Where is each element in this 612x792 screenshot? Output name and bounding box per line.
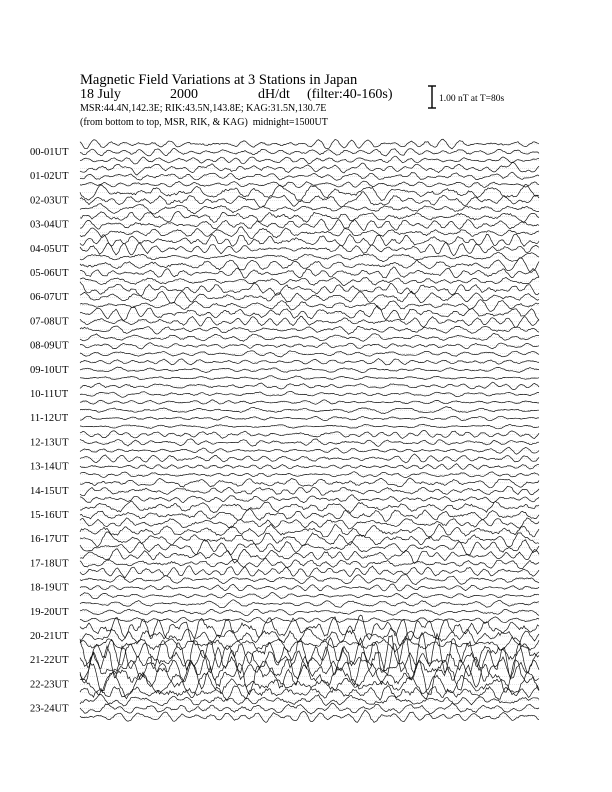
hour-label: 06-07UT [30, 292, 69, 304]
traces [80, 139, 539, 722]
hour-label: 18-19UT [30, 582, 69, 594]
hour-label: 03-04UT [30, 219, 69, 231]
trace-rik [80, 609, 539, 615]
trace-msr [80, 376, 539, 380]
trace-rik [80, 267, 539, 278]
filter-label: (filter:40-160s) [307, 87, 393, 102]
hour-label: 19-20UT [30, 606, 69, 618]
order-note: (from bottom to top, MSR, RIK, & KAG) [80, 117, 248, 128]
hour-label: 11-12UT [30, 413, 69, 425]
trace-msr [80, 686, 539, 701]
date-label: 18 July [80, 87, 121, 102]
hour-label: 22-23UT [30, 679, 69, 691]
hour-label: 17-18UT [30, 558, 69, 570]
hour-label: 16-17UT [30, 534, 69, 546]
hour-label: 09-10UT [30, 364, 69, 376]
quantity-label: dH/dt [258, 87, 290, 102]
trace-kag [80, 234, 539, 246]
trace-kag [80, 660, 539, 695]
hour-label: 07-08UT [30, 316, 69, 328]
hour-label: 12-13UT [30, 437, 69, 449]
hour-label: 00-01UT [30, 147, 69, 158]
station-coordinates: MSR:44.4N,142.3E; RIK:43.5N,143.8E; KAG:31.5N,130.7E [80, 103, 327, 114]
trace-kag [80, 615, 539, 641]
trace-kag [80, 333, 539, 341]
scale-bar-label: 1.00 nT at T=80s [439, 94, 505, 104]
hour-label: 15-16UT [30, 510, 69, 521]
trace-msr [80, 637, 539, 652]
hour-labels [30, 147, 69, 715]
year-label: 2000 [170, 87, 198, 102]
midnight-note: midnight=1500UT [252, 117, 328, 128]
hour-label: 02-03UT [30, 195, 69, 207]
hour-label: 13-14UT [30, 461, 69, 473]
chart-title: Magnetic Field Variations at 3 Stations in Japan [80, 72, 358, 88]
hour-label: 04-05UT [30, 243, 69, 255]
hour-label: 01-02UT [30, 171, 69, 183]
trace-msr [80, 710, 539, 723]
hour-label: 05-06UT [30, 268, 69, 279]
trace-kag [80, 163, 539, 176]
trace-rik [80, 192, 539, 208]
hour-label: 21-22UT [30, 655, 69, 667]
trace-kag [80, 633, 539, 673]
hour-label: 10-11UT [30, 389, 69, 400]
hour-label: 08-09UT [30, 340, 69, 352]
trace-msr [80, 326, 539, 334]
gridlines [80, 144, 540, 717]
hour-label: 20-21UT [30, 631, 69, 642]
trace-rik [80, 316, 539, 327]
hour-label: 14-15UT [30, 485, 69, 497]
hour-label: 23-24UT [30, 703, 69, 715]
